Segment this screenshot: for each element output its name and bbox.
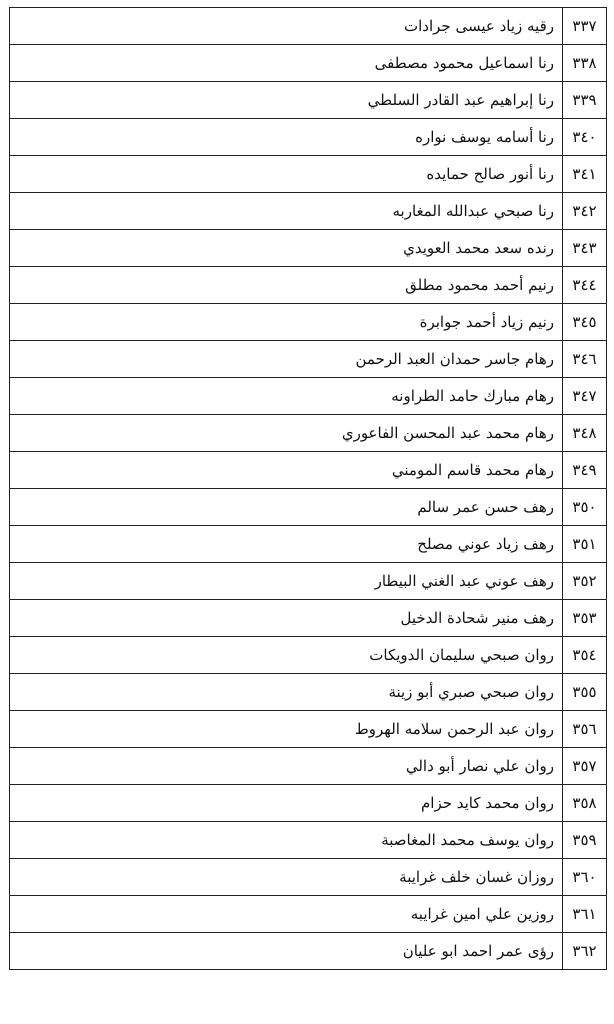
row-number: ٣٤٥ [563,304,607,341]
row-name: رهام محمد قاسم المومني [10,452,563,489]
row-name: رؤى عمر احمد ابو عليان [10,933,563,970]
table-body [10,8,607,970]
row-number: ٣٣٨ [563,45,607,82]
row-name: رنده سعد محمد العويدي [10,230,563,267]
table-row [10,637,607,674]
row-number: ٣٤٤ [563,267,607,304]
table-row [10,156,607,193]
row-name: رنيم زياد أحمد جوابرة [10,304,563,341]
row-number: ٣٥٨ [563,785,607,822]
table-row [10,267,607,304]
table-row [10,45,607,82]
table-row [10,452,607,489]
row-number: ٣٥٦ [563,711,607,748]
table-row [10,82,607,119]
table-row [10,785,607,822]
row-name: رقيه زياد عيسى جرادات [10,8,563,45]
row-number: ٣٤٢ [563,193,607,230]
table-row [10,563,607,600]
row-number: ٣٥٩ [563,822,607,859]
table-row [10,748,607,785]
row-number: ٣٦٠ [563,859,607,896]
row-number: ٣٤٧ [563,378,607,415]
row-name: روان محمد كايد حزام [10,785,563,822]
row-name: روان علي نصار أبو دالي [10,748,563,785]
table-row [10,304,607,341]
table-row [10,933,607,970]
table-row [10,600,607,637]
row-name: روزان غسان خلف غرايبة [10,859,563,896]
row-number: ٣٦٢ [563,933,607,970]
row-name: رهف حسن عمر سالم [10,489,563,526]
row-name: رنا اسماعيل محمود مصطفى [10,45,563,82]
row-name: رنا صبحي عبدالله المغاربه [10,193,563,230]
table-row [10,378,607,415]
table-row [10,711,607,748]
row-name: روان صبحي صبري أبو زينة [10,674,563,711]
table-row [10,415,607,452]
table-row [10,526,607,563]
table-row [10,230,607,267]
table-row [10,896,607,933]
row-name: رهام مبارك حامد الطراونه [10,378,563,415]
row-number: ٣٤٦ [563,341,607,378]
row-number: ٣٤٠ [563,119,607,156]
row-name: روزين علي امين غرايبه [10,896,563,933]
row-number: ٣٥٤ [563,637,607,674]
row-number: ٣٣٧ [563,8,607,45]
row-number: ٣٦١ [563,896,607,933]
table-row [10,859,607,896]
table-row [10,193,607,230]
row-number: ٣٣٩ [563,82,607,119]
row-number: ٣٥١ [563,526,607,563]
row-name: رهف عوني عبد الغني البيطار [10,563,563,600]
row-number: ٣٥٣ [563,600,607,637]
row-name: روان يوسف محمد المغاصبة [10,822,563,859]
row-number: ٣٤٩ [563,452,607,489]
row-name: رهف زياد عوني مصلح [10,526,563,563]
row-number: ٣٤٣ [563,230,607,267]
row-number: ٣٥٢ [563,563,607,600]
table-row [10,119,607,156]
row-name: رنا أسامه يوسف نواره [10,119,563,156]
row-name: رنا أنور صالح حمايده [10,156,563,193]
names-table [9,7,607,970]
row-number: ٣٤١ [563,156,607,193]
row-name: رنيم أحمد محمود مطلق [10,267,563,304]
row-number: ٣٥٠ [563,489,607,526]
row-name: رهام محمد عبد المحسن الفاعوري [10,415,563,452]
row-name: روان عبد الرحمن سلامه الهروط [10,711,563,748]
row-number: ٣٥٥ [563,674,607,711]
row-number: ٣٤٨ [563,415,607,452]
table-row [10,8,607,45]
row-name: روان صبحي سليمان الدويكات [10,637,563,674]
table-row [10,341,607,378]
row-name: رهف منير شحادة الدخيل [10,600,563,637]
table-row [10,674,607,711]
row-name: رهام جاسر حمدان العبد الرحمن [10,341,563,378]
row-number: ٣٥٧ [563,748,607,785]
table-row [10,489,607,526]
table-row [10,822,607,859]
row-name: رنا إبراهيم عبد القادر السلطي [10,82,563,119]
